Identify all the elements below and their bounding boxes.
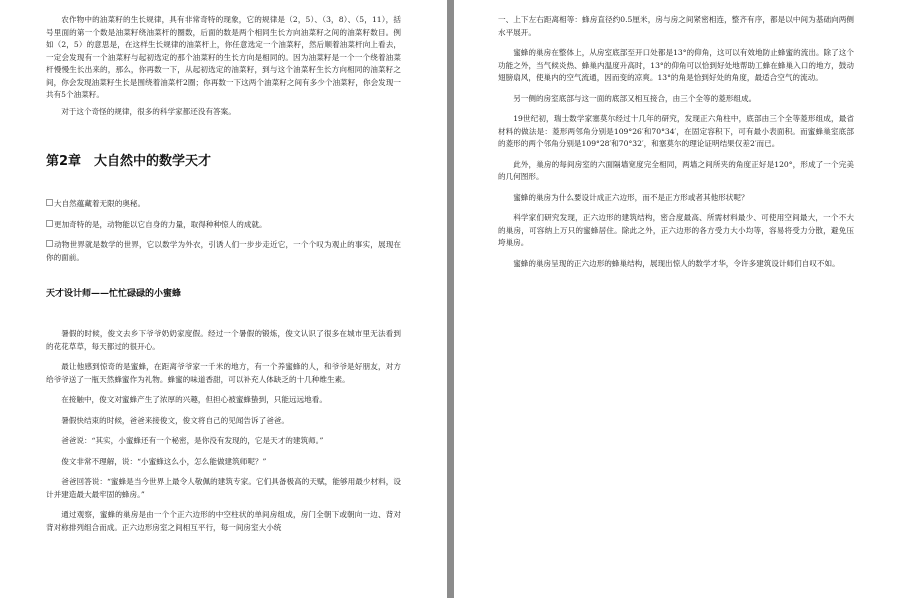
checkbox-glyph-icon bbox=[46, 240, 53, 247]
paragraph: 通过观察，蜜蜂的巢房是由一个个正六边形的中空柱状的单间房组成，房门全朝下或朝向一边、背对背对称排列组合而成。正六边形房室之间相互平行，每一间房室大小统 bbox=[46, 510, 401, 532]
paragraph: 对于这个奇怪的规律，很多的科学家都还没有答案。 bbox=[61, 106, 236, 116]
bullet-item bbox=[46, 219, 401, 232]
page-gutter bbox=[447, 0, 454, 598]
paragraph: 爸爸回答说：“蜜蜂是当今世界上最令人敬佩的建筑专家。它们具备极高的天赋，能够用最少材料，设计并建造最大最牢固的蜂房。” bbox=[46, 477, 401, 499]
paragraph: 最让他感到惊奇的是蜜蜂，在距离爷爷家一千米的地方，有一个养蜜蜂的人，和爷爷是好朋友，对方给爷爷送了一瓶天然蜂蜜作为礼物。蜂蜜的味道香甜，可以补充人体缺乏的十几种维生素。 bbox=[46, 362, 401, 384]
document-page-left bbox=[0, 0, 447, 598]
paragraph: 一、上下左右距离相等：蜂房直径约0.5厘米，房与房之间紧密相连，整齐有序，都是以中间为基础向两侧水平展开。 bbox=[498, 15, 854, 37]
chapter-title: 第2章 大自然中的数学天才 bbox=[46, 154, 212, 169]
checkbox-glyph-icon bbox=[46, 199, 53, 206]
bullet-text: 更加奇特的是，动物能以它自身的力量，取得种种惊人的成就。 bbox=[54, 219, 267, 229]
bullet-item bbox=[46, 198, 401, 211]
paragraph: 俊文非常不理解，说：“小蜜蜂这么小，怎么能做建筑师呢？” bbox=[61, 456, 267, 466]
paragraph: 爸爸说：“其实，小蜜蜂还有一个秘密，是你没有发现的，它是天才的建筑师。” bbox=[61, 436, 324, 445]
paragraph: 在接触中，俊文对蜜蜂产生了浓厚的兴趣，但担心被蜜蜂蛰到，只能远远地看。 bbox=[61, 395, 327, 404]
paragraph: 暑假快结束的时候，爸爸来接俊文，俊文将自己的见闻告诉了爸爸。 bbox=[61, 415, 289, 425]
paragraph: 农作物中的油菜籽的生长规律，具有非常奇特的现象，它的规律是（2，5）、（3，8）、（5，11），括号里面的第一个数是油菜籽绕油菜杆的圈数，后面的数是两个相同生长方向油菜籽之间的油菜籽数目。例如（2，5）的意思是，在这样生长规律的油菜杆上，你任意选定一个油菜籽，然后顺着油菜杆向上看去，一定会发现有一个油菜籽与起初选定的那个油菜籽的生长方向是相同的。因为油菜籽是一个一个绕着油菜杆慢慢生长出来的，那么，你再数一下，从起初选定的油菜籽，到与这个油菜籽生长方向相同的油菜籽之间，你会发现油菜籽生长是围绕着油菜杆2圈；你再数一下这两个油菜籽之间有多少个油菜籽，你会发现一共有5个油菜籽。 bbox=[46, 15, 401, 99]
document-page-right bbox=[454, 0, 900, 598]
paragraph: 暑假的时候，俊文去乡下爷爷奶奶家度假。经过一个暑假的锻炼，俊文认识了很多在城市里无法看到的花花草草，每天都过的很开心。 bbox=[46, 329, 401, 351]
checkbox-glyph-icon bbox=[46, 220, 53, 227]
section-title: 天才设计师——忙忙碌碌的小蜜蜂 bbox=[46, 289, 182, 299]
paragraph: 另一侧的房室底部与这一面的底部又相互接合，由三个全等的菱形组成。 bbox=[513, 93, 757, 103]
paragraph: 19世纪初，瑞士数学家塞莫尔经过十几年的研究，发现正六角柱中，底部由三个全等菱形组成，最省材料的做法是：菱形两邻角分别是109°26′和70°34′，在固定容积下，可有最小表面积。而蜜蜂巢室底部的菱形的两个邻角分别是109°28′和70°32′，和塞莫尔的理论证明结果仅差2′而已。 bbox=[498, 114, 854, 148]
paragraph: 科学家们研究发现，正六边形的建筑结构，密合度最高、所需材料最少、可使用空间最大，一个不大的巢房，可容纳上万只的蜜蜂居住。除此之外，正六边形的各方受力大小均等，容易将受力分散，避免压垮巢房。 bbox=[498, 213, 854, 247]
paragraph: 此外，巢房的每间房室的六面隔墙宽度完全相同，两墙之间所夹的角度正好是120°，形成了一个完美的几何图形。 bbox=[498, 159, 854, 181]
paragraph: 蜜蜂的巢房在整体上，从房室底部至开口处都是13°的仰角，这可以有效地防止蜂蜜的流出。除了这个功能之外，当气候炎热、蜂巢内温度升高时，13°的仰角可以恰到好处地帮助工蜂在蜂巢入口的地方，鼓动翅膀扇风，使巢内的空气流通，因而变的凉爽。13°的角是恰到好处的角度，最适合空气的流动。 bbox=[498, 48, 854, 82]
bullet-text: 大自然蕴藏着无限的奥秘。 bbox=[54, 199, 146, 208]
bullet-text: 动物世界就是数学的世界，它以数学为外衣，引诱人们一步步走近它，一个个叹为观止的事实，展现在你的面前。 bbox=[46, 240, 401, 262]
paragraph: 蜜蜂的巢房为什么要设计成正六边形，而不是正方形或者其他形状呢？ bbox=[513, 192, 749, 202]
bullet-item bbox=[46, 239, 401, 264]
paragraph: 蜜蜂的巢房呈现的正六边形的蜂巢结构，展现出惊人的数学才华，令许多建筑设计师们自叹不如。 bbox=[513, 258, 840, 268]
